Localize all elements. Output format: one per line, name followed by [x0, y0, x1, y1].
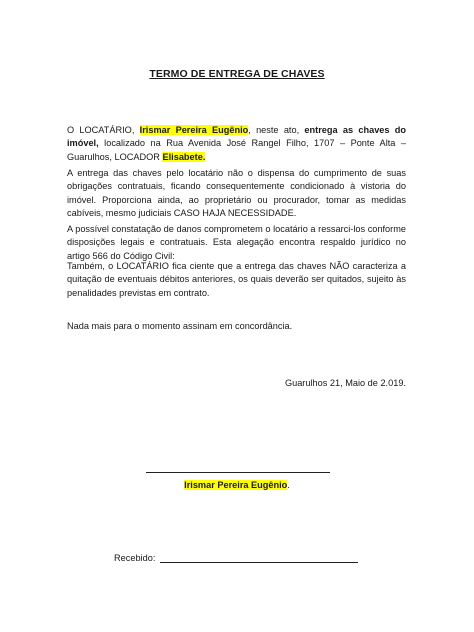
date-line: Guarulhos 21, Maio de 2.019. [284, 378, 406, 388]
signature-block [0, 480, 474, 490]
signature-suffix: . [287, 480, 290, 490]
paragraph-tenant [67, 124, 406, 164]
p1-text-a: O LOCATÁRIO, [67, 125, 140, 135]
p1-text-c: entrega as chaves do imóvel, [67, 125, 407, 149]
received-block [114, 553, 358, 563]
tenant-name: Irismar Pereira Eugênio [139, 125, 249, 135]
p1-text-d: localizado na Rua Avenida José Rangel Filho, 1707 – Ponte Alta – Guarulhos, LOCADOR [67, 138, 406, 162]
paragraph-damages: A possível constatação de danos comprometem o locatário a ressarci-los conforme disposições legais e contratuais. Esta alegação encontra respaldo jurídico no artigo 566 do Código Civil: [67, 224, 406, 261]
signature-line [146, 472, 330, 473]
received-signature-line [160, 553, 358, 563]
signature-name: Irismar Pereira Eugênio [184, 480, 288, 490]
landlord-name: Elisabete. [162, 151, 206, 162]
p1-text-b: , neste ato, [248, 125, 305, 135]
received-label: Recebido: [114, 553, 156, 563]
paragraph-debts: Também, o LOCATÁRIO fica ciente que a entrega das chaves NÃO caracteriza a quitação de eventuais débitos anteriores, os quais deverão ser quitados, sujeito às penalidades previstas em contrato. [67, 261, 406, 298]
document-title: TERMO DE ENTREGA DE CHAVES [149, 68, 325, 80]
paragraph-obligations: A entrega das chaves pelo locatário não o dispensa do cumprimento de suas obrigações contratuais, ficando consequentemente condicionado à vistoria do imóvel. Proporciona ainda, ao proprietário ou procurador, tomar as medidas cabíveis, mesmo judiciais CASO HAJA NECESSIDADE. [67, 168, 406, 219]
paragraph-closing: Nada mais para o momento assinam em concordância. [67, 321, 293, 331]
